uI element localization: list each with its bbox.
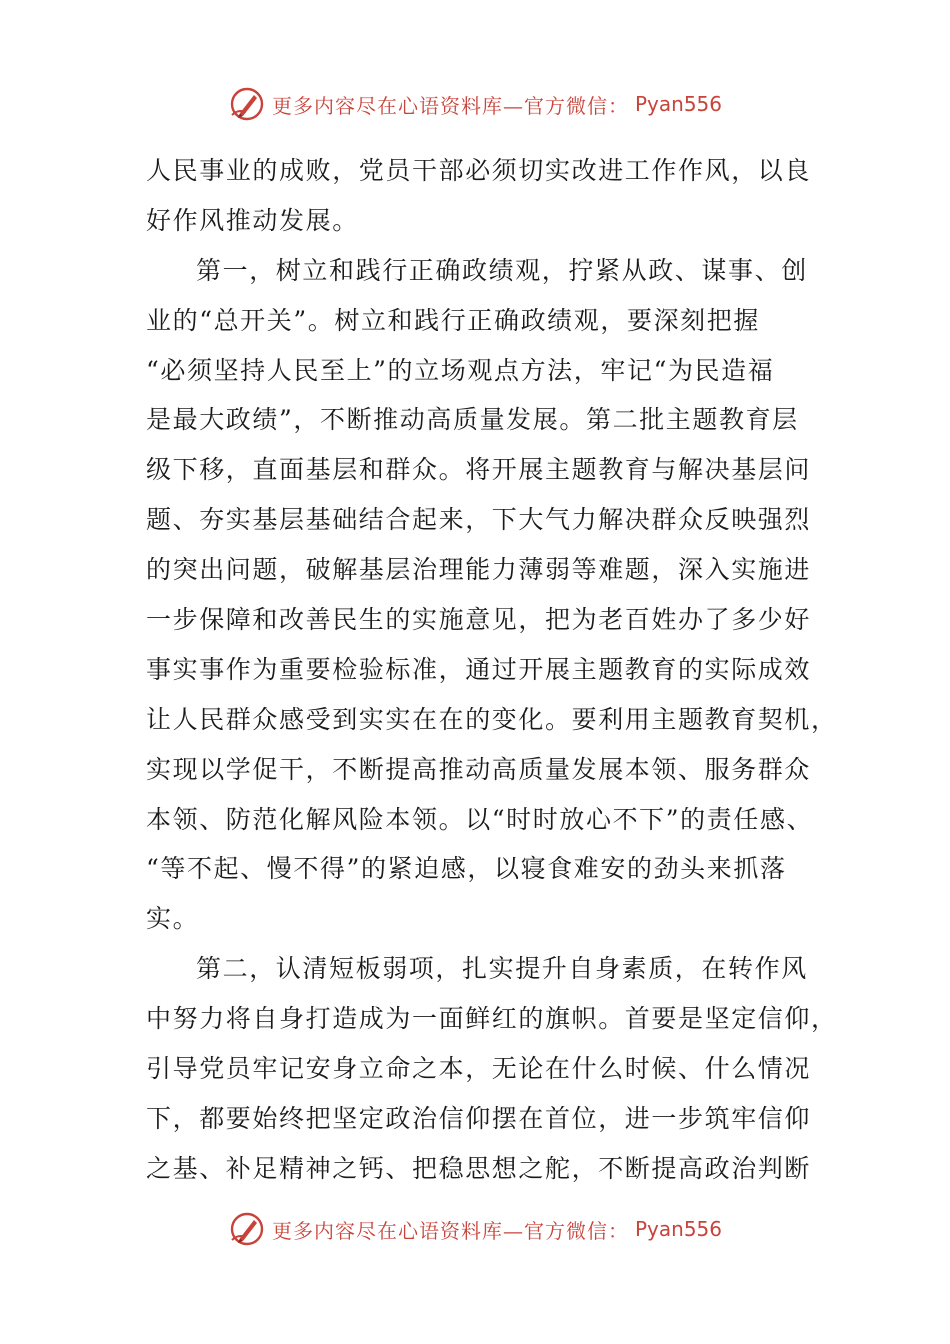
text-line: 中努力将自身打造成为一面鲜红的旗帜。首要是坚定信仰，	[146, 1004, 838, 1034]
text-line: 的突出问题，破解基层治理能力薄弱等难题，深入实施进	[146, 555, 812, 585]
text-line: 下，都要始终把坚定政治信仰摆在首位，进一步筑牢信仰	[146, 1103, 812, 1133]
text-line: 是最大政绩”，不断推动高质量发展。第二批主题教育层	[146, 405, 799, 435]
footer-banner	[0, 1207, 950, 1251]
text-line: “必须坚持人民至上”的立场观点方法，牢记“为民造福	[146, 355, 775, 385]
text-line: 让人民群众感受到实实在在的变化。要利用主题教育契机，	[146, 704, 838, 734]
banner-wechat-id: Pyan556	[634, 92, 722, 116]
text-line: 一步保障和改善民生的实施意见，把为老百姓办了多少好	[146, 605, 812, 635]
text-line: 事实事作为重要检验标准，通过开展主题教育的实际成效	[146, 654, 812, 684]
text-line: 本领、防范化解风险本领。以“时时放心不下”的责任感、	[146, 804, 814, 834]
text-line: 好作风推动发展。	[146, 205, 359, 235]
pen-in-circle-logo-icon	[228, 85, 266, 123]
banner-text: 更多内容尽在心语资料库—官方微信：	[271, 1218, 629, 1243]
paragraph-start-line: 第二，认清短板弱项，扎实提升自身素质，在转作风	[196, 954, 808, 984]
text-line: 级下移，直面基层和群众。将开展主题教育与解决基层问	[146, 455, 812, 485]
text-line: 业的“总开关”。树立和践行正确政绩观，要深刻把握	[146, 305, 760, 335]
text-line: 引导党员牢记安身立命之本，无论在什么时候、什么情况	[146, 1054, 812, 1084]
banner-text: 更多内容尽在心语资料库—官方微信：	[271, 93, 629, 118]
text-line: 实现以学促干，不断提高推动高质量发展本领、服务群众	[146, 754, 812, 784]
header-banner	[0, 82, 950, 126]
text-line: 题、夯实基层基础结合起来，下大气力解决群众反映强烈	[146, 505, 812, 535]
text-line: 人民事业的成败，党员干部必须切实改进工作作风，以良	[146, 156, 812, 185]
banner-wechat-id: Pyan556	[634, 1217, 722, 1241]
document-body	[146, 146, 838, 1194]
paragraph-start-line: 第一，树立和践行正确政绩观，拧紧从政、谋事、创	[196, 255, 808, 285]
text-line: “等不起、慢不得”的紧迫感，以寝食难安的劲头来抓落	[146, 854, 787, 884]
pen-in-circle-logo-icon	[228, 1210, 266, 1248]
text-line: 之基、补足精神之钙、把稳思想之舵，不断提高政治判断	[146, 1153, 812, 1183]
text-line: 实。	[146, 904, 200, 934]
